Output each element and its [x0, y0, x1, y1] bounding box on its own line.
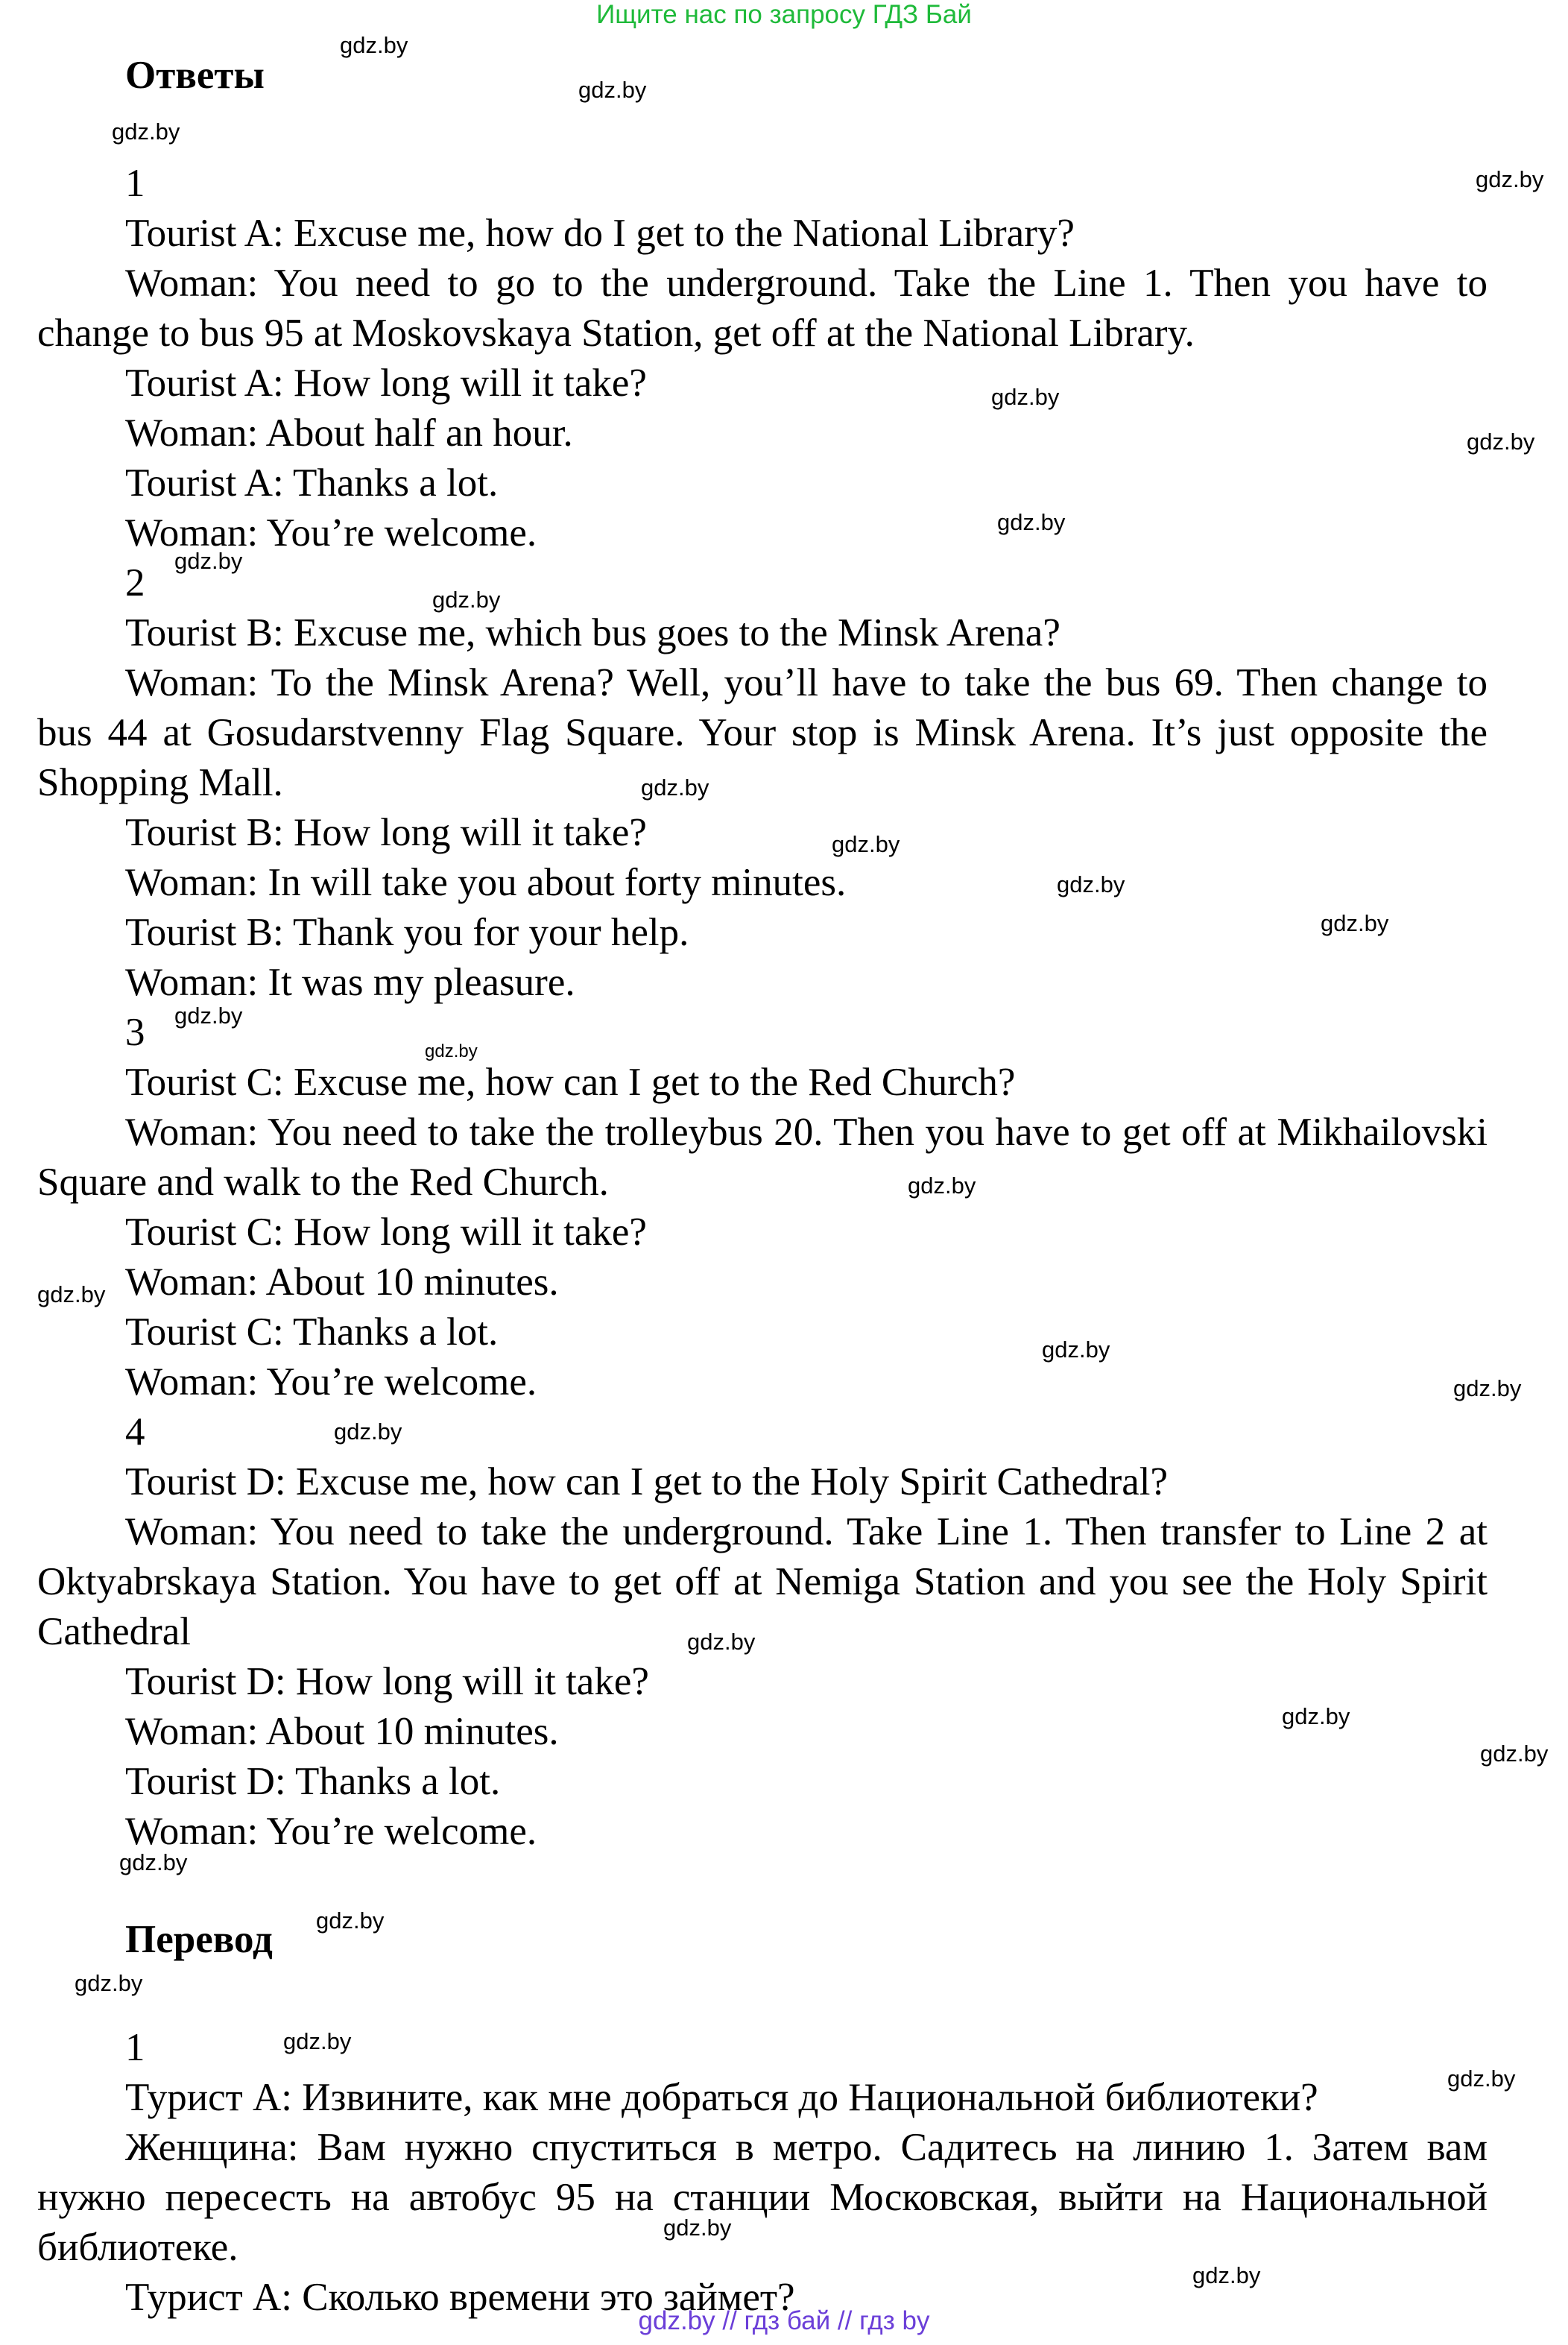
watermark: gdz.by: [578, 77, 647, 103]
dialogue-line: Woman: It was my pleasure.: [125, 961, 575, 1004]
watermark: gdz.by: [75, 1970, 143, 1996]
translation-heading: Перевод: [125, 1918, 273, 1961]
watermark: gdz.by: [119, 1849, 188, 1875]
watermark: gdz.by: [174, 548, 243, 574]
watermark: gdz.by: [908, 1172, 976, 1199]
dialogue-line: Tourist D: Thanks a lot.: [125, 1760, 501, 1803]
answer-dialogue-4: [37, 1407, 1488, 1857]
watermark: gdz.by: [687, 1629, 756, 1655]
dialogue-line: Tourist D: Excuse me, how can I get to the Holy Spirit Cathedral?: [125, 1460, 1168, 1503]
watermark: gdz.by: [1476, 166, 1544, 192]
dialogue-line: Woman: To the Minsk Arena? Well, you’ll have to take the bus 69. Then change to bus 44 at Gosudarstvenny Flag Square. Your stop is Minsk Arena. It’s just opposite the Shopping Mall.: [37, 661, 1488, 804]
watermark: gdz.by: [1447, 2065, 1516, 2092]
dialogue-line: Tourist C: Excuse me, how can I get to the Red Church?: [125, 1061, 1016, 1104]
dialogue-number: 1: [125, 2026, 145, 2069]
watermark: gdz.by: [1282, 1703, 1350, 1729]
dialogue-line: Woman: You need to go to the underground. Take the Line 1. Then you have to change to bus 95 at Moskovskaya Station, get off at the National Library.: [37, 262, 1488, 355]
watermark: gdz.by: [663, 2215, 732, 2241]
watermark: gdz.by: [432, 587, 501, 613]
dialogue-line: Tourist A: Thanks a lot.: [125, 461, 499, 505]
dialogue-line: Tourist A: How long will it take?: [125, 362, 647, 405]
dialogue-line: Woman: About half an hour.: [125, 411, 573, 455]
dialogue-number: 2: [125, 561, 145, 605]
watermark: gdz.by: [316, 1907, 385, 1934]
translation-dialogue-1: [37, 2023, 1488, 2323]
document-body: [37, 51, 1488, 2323]
watermark: gdz.by: [1042, 1336, 1110, 1363]
dialogue-line: Tourist B: Excuse me, which bus goes to the Minsk Arena?: [125, 611, 1060, 654]
watermark: gdz.by: [112, 119, 180, 145]
dialogue-number: 1: [125, 162, 145, 205]
top-banner: Ищите нас по запросу ГДЗ Бай: [596, 0, 972, 29]
watermark: gdz.by: [340, 32, 408, 58]
dialogue-line: Woman: You need to take the trolleybus 20. Then you have to get off at Mikhailovski Square and walk to the Red Church.: [37, 1111, 1488, 1204]
dialogue-line: Woman: In will take you about forty minutes.: [125, 861, 847, 904]
dialogue-line: Tourist D: How long will it take?: [125, 1660, 649, 1703]
watermark: gdz.by: [1192, 2262, 1261, 2288]
dialogue-number: 4: [125, 1410, 145, 1454]
dialogue-line: Турист А: Извините, как мне добраться до Национальной библиотеки?: [125, 2076, 1318, 2119]
answers-heading: Ответы: [125, 54, 265, 97]
dialogue-line: Woman: About 10 minutes.: [125, 1260, 559, 1304]
watermark: gdz.by: [641, 774, 709, 801]
dialogue-line: Tourist B: How long will it take?: [125, 811, 647, 854]
watermark: gdz.by: [1480, 1740, 1549, 1767]
watermark: gdz.by: [1321, 910, 1389, 936]
bottom-banner: gdz.by // гдз бай // гдз by: [638, 2306, 930, 2335]
dialogue-line: Woman: You’re welcome.: [125, 511, 537, 555]
watermark: gdz.by: [832, 831, 900, 857]
watermark: gdz.by: [1453, 1375, 1522, 1401]
answer-dialogue-2: [37, 558, 1488, 1008]
watermark: gdz.by: [37, 1281, 106, 1307]
watermark: gdz.by: [425, 1041, 478, 1061]
dialogue-line: Woman: About 10 minutes.: [125, 1710, 559, 1753]
dialogue-line: Tourist C: How long will it take?: [125, 1211, 647, 1254]
dialogue-line: Tourist A: Excuse me, how do I get to the National Library?: [125, 212, 1075, 255]
dialogue-line: Турист А: Сколько времени это займет?: [125, 2276, 795, 2319]
dialogue-number: 3: [125, 1011, 145, 1054]
watermark: gdz.by: [283, 2028, 352, 2054]
watermark: gdz.by: [991, 384, 1060, 410]
dialogue-line: Tourist C: Thanks a lot.: [125, 1310, 499, 1354]
watermark: gdz.by: [1057, 871, 1125, 897]
answer-dialogue-1: [37, 159, 1488, 558]
dialogue-line: Женщина: Вам нужно спуститься в метро. Садитесь на линию 1. Затем вам нужно пересесть на автобус 95 на станции Московская, выйти на Национальной библиотеке.: [37, 2126, 1488, 2269]
answer-dialogue-3: [37, 1008, 1488, 1407]
watermark: gdz.by: [1467, 429, 1535, 455]
watermark: gdz.by: [174, 1003, 243, 1029]
dialogue-line: Woman: You’re welcome.: [125, 1810, 537, 1853]
dialogue-line: Woman: You’re welcome.: [125, 1360, 537, 1404]
dialogue-line: Tourist B: Thank you for your help.: [125, 911, 689, 954]
dialogue-line: Woman: You need to take the underground. Take Line 1. Then transfer to Line 2 at Oktyabrskaya Station. You have to get off at Nemiga Station and you see the Holy Spirit Cathedral: [37, 1510, 1488, 1653]
watermark: gdz.by: [997, 509, 1066, 535]
watermark: gdz.by: [334, 1418, 402, 1445]
